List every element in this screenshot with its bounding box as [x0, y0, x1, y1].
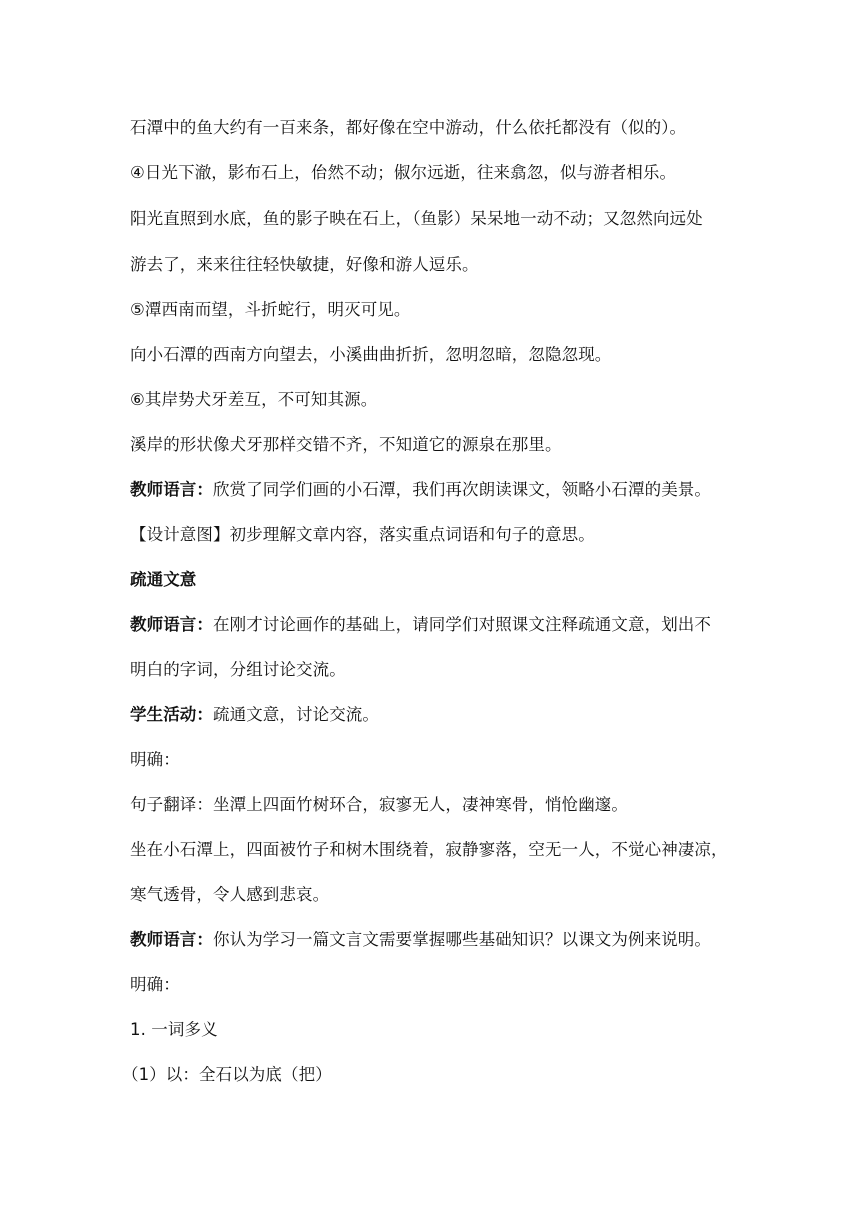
text-span: 明白的字词，分组讨论交流。 — [130, 660, 346, 679]
text-span: 1. 一词多义 — [130, 1020, 218, 1039]
list-heading — [130, 1018, 740, 1042]
translation-line — [130, 838, 740, 862]
teacher-speech-continuation — [130, 658, 740, 682]
teacher-speech-line — [130, 928, 740, 952]
sentence-translation-line — [130, 793, 740, 817]
original-sentence-line — [130, 298, 740, 322]
text-span: 向小石潭的西南方向望去，小溪曲曲折折，忽明忽暗，忽隐忽现。 — [130, 345, 612, 364]
text-span: ④日光下澈，影布石上，佁然不动；俶尔远逝，往来翕忽，似与游者相乐。 — [130, 163, 677, 182]
list-item — [122, 1063, 732, 1087]
text-span: 游去了，来来往往轻快敏捷，好像和游人逗乐。 — [130, 255, 479, 274]
text-span: （1）以：全石以为底（把） — [122, 1065, 332, 1084]
text-span: ⑥其岸势犬牙差互，不可知其源。 — [130, 390, 378, 409]
teacher-label: 教师语言： — [130, 615, 213, 634]
translation-line — [130, 207, 740, 231]
text-span: 寒气透骨，令人感到悲哀。 — [130, 885, 330, 904]
translation-line — [130, 253, 740, 277]
translation-line — [130, 116, 740, 140]
clarify-line — [130, 748, 740, 772]
clarify-line — [130, 973, 740, 997]
text-span: 你认为学习一篇文言文需要掌握哪些基础知识？以课文为例来说明。 — [213, 930, 711, 949]
original-sentence-line — [130, 161, 740, 185]
text-span: 明确： — [130, 750, 180, 769]
section-heading — [130, 568, 740, 592]
student-activity-line — [130, 703, 740, 727]
text-span: 【设计意图】初步理解文章内容，落实重点词语和句子的意思。 — [130, 525, 595, 544]
teacher-label: 教师语言： — [130, 480, 213, 499]
text-span: 坐在小石潭上，四面被竹子和树木围绕着，寂静寥落，空无一人，不觉心神凄凉， — [130, 840, 728, 859]
text-span: 明确： — [130, 975, 180, 994]
original-sentence-line — [130, 388, 740, 412]
text-span: 石潭中的鱼大约有一百来条，都好像在空中游动，什么依托都没有（似的）。 — [130, 118, 687, 137]
translation-line — [130, 343, 740, 367]
translation-line — [130, 433, 740, 457]
text-span: 在刚才讨论画作的基础上，请同学们对照课文注释疏通文意，划出不 — [213, 615, 711, 634]
teacher-label: 教师语言： — [130, 930, 213, 949]
teacher-speech-line — [130, 613, 740, 637]
teacher-speech-line — [130, 478, 740, 502]
design-intent-line — [130, 523, 740, 547]
translation-line — [130, 883, 740, 907]
text-span: 句子翻译：坐潭上四面竹树环合，寂寥无人，凄神寒骨，悄怆幽邃。 — [130, 795, 628, 814]
text-span: 溪岸的形状像犬牙那样交错不齐，不知道它的源泉在那里。 — [130, 435, 562, 454]
text-span: ⑤潭西南而望，斗折蛇行，明灭可见。 — [130, 300, 411, 319]
text-span: 疏通文意，讨论交流。 — [213, 705, 379, 724]
text-span: 欣赏了同学们画的小石潭，我们再次朗读课文，领略小石潭的美景。 — [213, 480, 711, 499]
text-span: 阳光直照到水底，鱼的影子映在石上，（鱼影）呆呆地一动不动；又忽然向远处 — [130, 209, 703, 228]
student-label: 学生活动： — [130, 705, 213, 724]
section-heading-text: 疏通文意 — [130, 570, 197, 589]
